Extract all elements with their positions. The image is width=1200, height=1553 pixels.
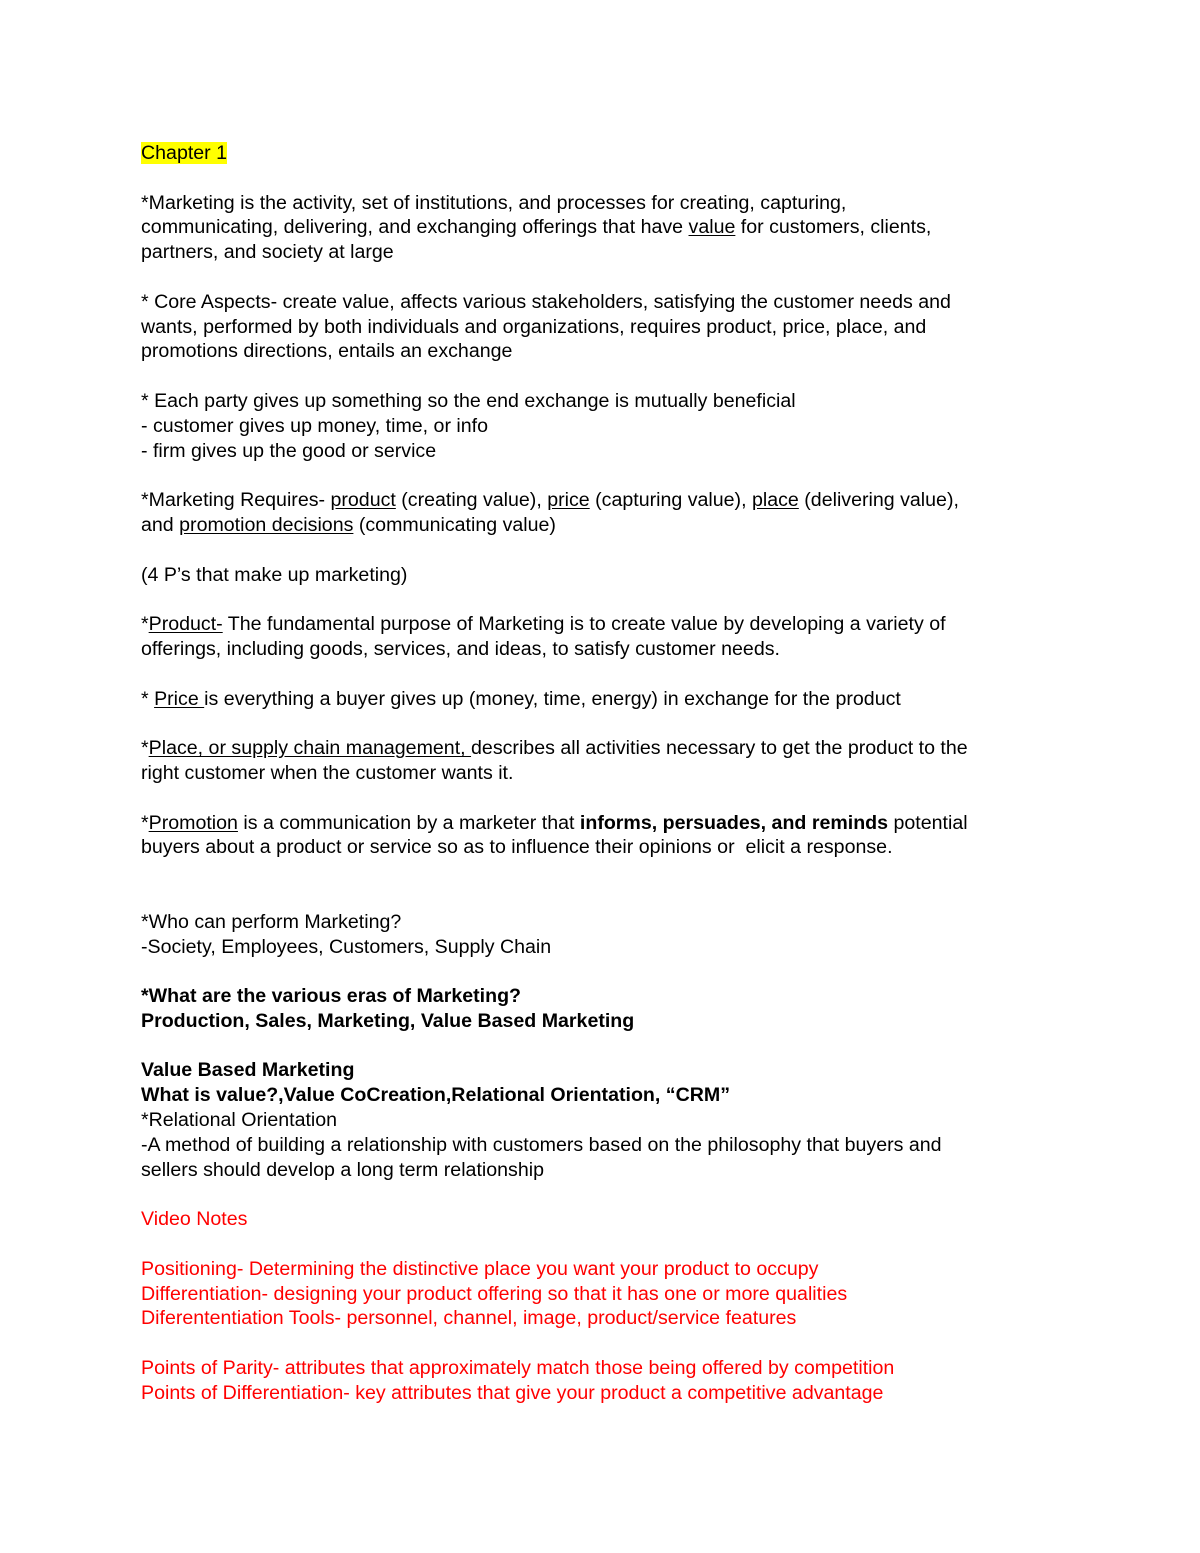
value-based-heading: Value Based Marketing bbox=[141, 1059, 355, 1082]
text-span: * bbox=[141, 613, 149, 636]
blank-line bbox=[141, 587, 1076, 612]
text-span: (delivering value), bbox=[798, 489, 959, 512]
product-definition-line-2: offerings, including goods, services, and ideas, to satisfy customer needs. bbox=[141, 637, 780, 660]
blank-line bbox=[141, 1034, 1076, 1059]
place-def-term: Place, or supply chain management, bbox=[148, 737, 472, 760]
blank-line bbox=[141, 1331, 1076, 1356]
place-term: place bbox=[751, 489, 799, 512]
exchange-line-3: - firm gives up the good or service bbox=[141, 439, 437, 462]
blank-line bbox=[141, 786, 1076, 811]
text-span: is everything a buyer gives up (money, time, energy) in exchange for the product bbox=[204, 687, 901, 710]
video-notes-tools: Diferententiation Tools- personnel, channel, image, product/service features bbox=[141, 1307, 797, 1330]
eras-question: *What are the various eras of Marketing? bbox=[141, 985, 522, 1008]
requires-line-2 bbox=[141, 513, 1076, 538]
value-based-subheading: What is value?,Value CoCreation,Relational Orientation, “CRM” bbox=[141, 1084, 730, 1107]
price-term: price bbox=[547, 489, 590, 512]
who-question: *Who can perform Marketing? bbox=[141, 910, 402, 933]
promotion-bold-phrase: informs, persuades, and reminds bbox=[579, 811, 889, 834]
eras-answer: Production, Sales, Marketing, Value Based Marketing bbox=[141, 1009, 635, 1032]
chapter-heading-line bbox=[141, 141, 1076, 166]
blank-line bbox=[141, 1232, 1076, 1257]
who-answer: -Society, Employees, Customers, Supply Chain bbox=[141, 935, 552, 958]
four-ps-line: (4 P’s that make up marketing) bbox=[141, 563, 408, 586]
text-span: describes all activities necessary to get the product to the bbox=[471, 737, 968, 760]
relational-orientation-def-1: -A method of building a relationship with customers based on the philosophy that buyers and bbox=[141, 1133, 942, 1156]
value-term: value bbox=[688, 216, 736, 239]
relational-orientation-def-2: sellers should develop a long term relationship bbox=[141, 1158, 544, 1181]
text-span: for customers, clients, bbox=[735, 216, 932, 239]
place-definition-line-1 bbox=[141, 736, 1076, 761]
blank-line bbox=[141, 662, 1076, 687]
text-span: * bbox=[141, 811, 149, 834]
promotion-term: promotion decisions bbox=[179, 513, 354, 536]
blank-line bbox=[141, 265, 1076, 290]
exchange-line-1: * Each party gives up something so the end exchange is mutually beneficial bbox=[141, 389, 796, 412]
blank-line bbox=[141, 711, 1076, 736]
blank-line bbox=[141, 463, 1076, 488]
text-span: (communicating value) bbox=[353, 513, 556, 536]
text-span: communicating, delivering, and exchanging offerings that have bbox=[141, 216, 689, 239]
text-span: (creating value), bbox=[395, 489, 548, 512]
marketing-definition-line-2 bbox=[141, 215, 1076, 240]
product-definition-line-1 bbox=[141, 612, 1076, 637]
price-definition-line bbox=[141, 687, 1076, 712]
product-term: product bbox=[330, 489, 396, 512]
video-notes-heading: Video Notes bbox=[141, 1208, 248, 1231]
requires-line-1 bbox=[141, 488, 1076, 513]
core-aspects-line-1: * Core Aspects- create value, affects various stakeholders, satisfying the customer needs and bbox=[141, 290, 951, 313]
promotion-definition-line-2: buyers about a product or service so as to influence their opinions or elicit a response. bbox=[141, 836, 893, 859]
blank-line bbox=[141, 1182, 1076, 1207]
price-def-term: Price bbox=[154, 687, 205, 710]
relational-orientation-label: *Relational Orientation bbox=[141, 1109, 338, 1132]
blank-line bbox=[141, 538, 1076, 563]
core-aspects-line-2: wants, performed by both individuals and organizations, requires product, price, place, and bbox=[141, 315, 927, 338]
blank-line bbox=[141, 166, 1076, 191]
video-notes-points-of-differentiation: Points of Differentiation- key attributes that give your product a competitive advantage bbox=[141, 1381, 884, 1404]
text-span: * bbox=[141, 737, 149, 760]
marketing-definition-line-1: *Marketing is the activity, set of institutions, and processes for creating, capturing, bbox=[141, 191, 847, 214]
place-definition-line-2: right customer when the customer wants it. bbox=[141, 761, 514, 784]
core-aspects-line-3: promotions directions, entails an exchange bbox=[141, 340, 513, 363]
text-span: *Marketing Requires- bbox=[141, 489, 331, 512]
blank-line bbox=[141, 885, 1076, 910]
text-span: * bbox=[141, 687, 155, 710]
document-body bbox=[141, 141, 1076, 1406]
chapter-heading: Chapter 1 bbox=[141, 142, 228, 164]
promotion-def-term: Promotion bbox=[148, 811, 238, 834]
text-span: The fundamental purpose of Marketing is to create value by developing a variety of bbox=[222, 613, 946, 636]
blank-line bbox=[141, 959, 1076, 984]
text-span: and bbox=[141, 513, 180, 536]
video-notes-differentiation: Differentiation- designing your product offering so that it has one or more qualities bbox=[141, 1282, 848, 1305]
promotion-definition-line-1 bbox=[141, 811, 1076, 836]
text-span: potential bbox=[888, 811, 968, 834]
video-notes-positioning: Positioning- Determining the distinctive place you want your product to occupy bbox=[141, 1257, 819, 1280]
text-span: is a communication by a marketer that bbox=[237, 811, 580, 834]
video-notes-points-of-parity: Points of Parity- attributes that approximately match those being offered by competition bbox=[141, 1357, 895, 1380]
marketing-definition-line-3: partners, and society at large bbox=[141, 241, 394, 264]
blank-line bbox=[141, 364, 1076, 389]
blank-line bbox=[141, 860, 1076, 885]
text-span: (capturing value), bbox=[589, 489, 752, 512]
product-def-term: Product- bbox=[148, 613, 223, 636]
exchange-line-2: - customer gives up money, time, or info bbox=[141, 414, 489, 437]
